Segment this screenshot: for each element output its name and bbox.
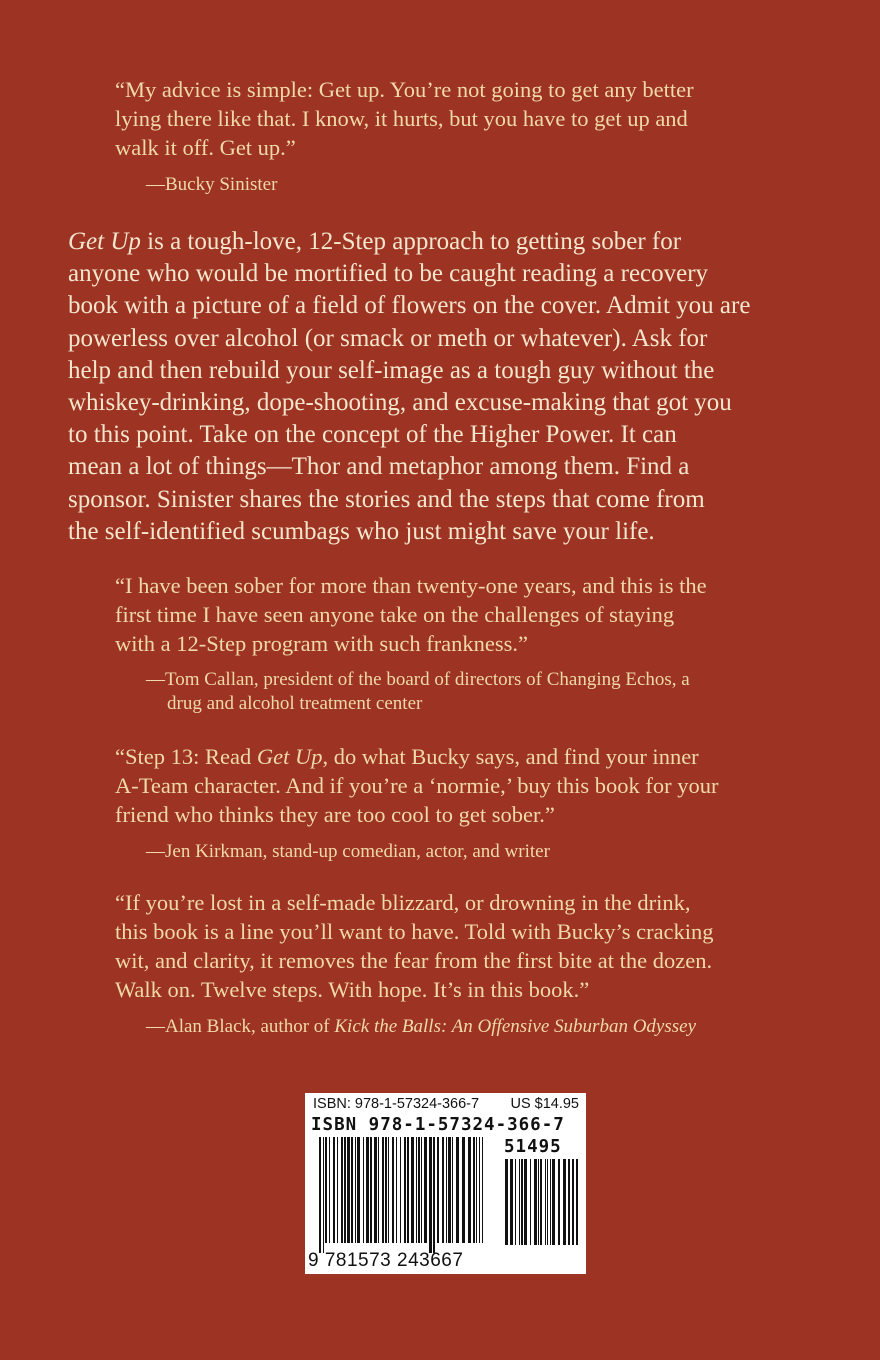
isbn-barcode [305,1093,586,1274]
quote-line: first time I have seen anyone take on the challenges of staying [115,602,675,627]
quote-line: “I have been sober for more than twenty-one years, and this is the [115,573,707,598]
barcode-bar [370,1137,372,1243]
barcode-bar [547,1159,548,1245]
barcode-bar [452,1137,453,1243]
quote-alan-black [115,888,835,1004]
barcode-bar [385,1137,387,1243]
quote-line: with a 12-Step program with such frankness.” [115,631,529,656]
barcode-bar [456,1137,459,1243]
barcode-bar [344,1137,346,1243]
barcode-bar [510,1159,513,1245]
barcode-bar [524,1159,527,1245]
description-line: sponsor. Sinister shares the stories and the steps that come from [68,485,705,513]
quote-line: walk it off. Get up.” [115,135,296,160]
quote-line: A-Team character. And if you’re a ‘normie,’ buy this book for your [115,773,719,798]
quote-bucky-sinister [115,75,835,162]
quote-jen-kirkman [115,742,835,829]
barcode-bar [576,1159,578,1245]
barcode-bar [550,1159,551,1245]
quote-line: “If you’re lost in a self-made blizzard, or drowning in the drink, [115,890,691,915]
description-line: whiskey-drinking, dope-shooting, and excuse-making that got you [68,389,732,417]
description-line: the self-identified scumbags who just might save your life. [68,517,655,545]
price-label: US $14.95 [510,1096,579,1112]
quote-attribution: —Tom Callan, president of the board of directors of Changing Echos, a drug and alcohol treatment center [146,669,690,714]
quote-attribution: —Alan Black, author of Kick the Balls: An Offensive Suburban Odyssey [146,1016,697,1037]
barcode-bar [448,1137,451,1243]
quote-line: friend who thinks they are too cool to get sober.” [115,802,555,827]
barcode-digits: 9 781573 243667 [308,1250,464,1271]
barcode-bar [382,1137,384,1243]
barcode-bar [325,1137,327,1243]
barcode-bar [392,1137,394,1243]
barcode-bar [337,1137,338,1243]
barcode-bar [462,1137,465,1243]
barcode-bar [540,1159,542,1245]
quote-line: Walk on. Twelve steps. With hope. It’s in this book.” [115,977,590,1002]
barcode-bar [407,1137,409,1243]
barcode-bar [568,1159,570,1245]
description-line: help and then rebuild your self-image as a tough guy without the [68,356,715,384]
description-line: powerless over alcohol (or smack or meth or whatever). Ask for [68,324,708,352]
barcode-bar [374,1137,377,1243]
barcode-bar [433,1137,435,1253]
barcode-bar [347,1137,350,1243]
barcode-bar [558,1159,560,1245]
barcode-bar [521,1159,523,1245]
description-line: mean a lot of things—Thor and metaphor among them. Find a [68,453,690,481]
barcode-bar [572,1159,574,1245]
barcode-bar [545,1159,546,1245]
barcode-bar [323,1137,324,1253]
barcode-bar [473,1137,475,1243]
barcode-bar [505,1159,508,1245]
barcode-bar [388,1137,389,1243]
barcode-bar [333,1137,335,1243]
description-line: to this point. Take on the concept of the Higher Power. It can [68,421,677,449]
barcode-bar [479,1137,480,1243]
book-title-italic: Get Up [68,228,141,255]
barcode-bar [355,1137,356,1243]
barcode-bar [442,1137,444,1243]
quote-attribution: —Bucky Sinister [146,174,278,195]
barcode-bar [416,1137,417,1243]
description-line: anyone who would be mortified to be caught reading a recovery [68,260,709,288]
barcode-bar [329,1137,330,1243]
barcode-bar [319,1137,321,1253]
barcode-bar [534,1159,537,1245]
barcode-bar [404,1137,406,1243]
barcode-bar [424,1137,427,1243]
barcode-bar [378,1137,379,1243]
isbn-ocr-text: ISBN 978-1-57324-366-7 [311,1115,565,1135]
quote-line: “Step 13: Read Get Up, do what Bucky says, and find your inner [115,744,699,769]
barcode-bar [468,1137,471,1243]
description-line: Get Up is a tough-love, 12-Step approach to getting sober for [68,228,682,255]
ean-bars [319,1137,483,1253]
addon-bars [505,1159,578,1245]
barcode-bar [400,1137,401,1243]
barcode-bars [305,1093,586,1274]
barcode-bar [366,1137,369,1243]
quote-attribution: —Jen Kirkman, stand-up comedian, actor, and writer [146,841,550,862]
quote-line: wit, and clarity, it removes the fear from the first bite at the dozen. [115,948,713,973]
barcode-bar [552,1159,555,1245]
barcode-bar [482,1137,483,1243]
quote-line: lying there like that. I know, it hurts, but you have to get up and [115,106,688,131]
barcode-bar [357,1137,360,1243]
description-line: book with a picture of a field of flowers on the cover. Admit you are [68,292,751,320]
barcode-bar [351,1137,353,1243]
barcode-bar [519,1159,520,1245]
barcode-bar [418,1137,420,1243]
price-code-text: 51495 [504,1137,562,1157]
book-description [68,226,848,548]
barcode-bar [476,1137,477,1243]
quote-tom-callan [115,571,835,658]
isbn-label: ISBN: 978-1-57324-366-7 [313,1096,480,1112]
barcode-bar [341,1137,343,1243]
barcode-bar [411,1137,414,1243]
barcode-bar [538,1159,539,1245]
quote-line: “My advice is simple: Get up. You’re not going to get any better [115,77,694,102]
barcode-bar [429,1137,432,1253]
barcode-bar [446,1137,447,1243]
barcode-bar [563,1159,566,1245]
barcode-bar [396,1137,397,1243]
barcode-bar [437,1137,439,1243]
quote-line: this book is a line you’ll want to have. Told with Bucky’s cracking [115,919,714,944]
barcode-bar [421,1137,422,1243]
barcode-bar [363,1137,364,1243]
barcode-bar [530,1159,531,1245]
barcode-bar [515,1159,516,1245]
